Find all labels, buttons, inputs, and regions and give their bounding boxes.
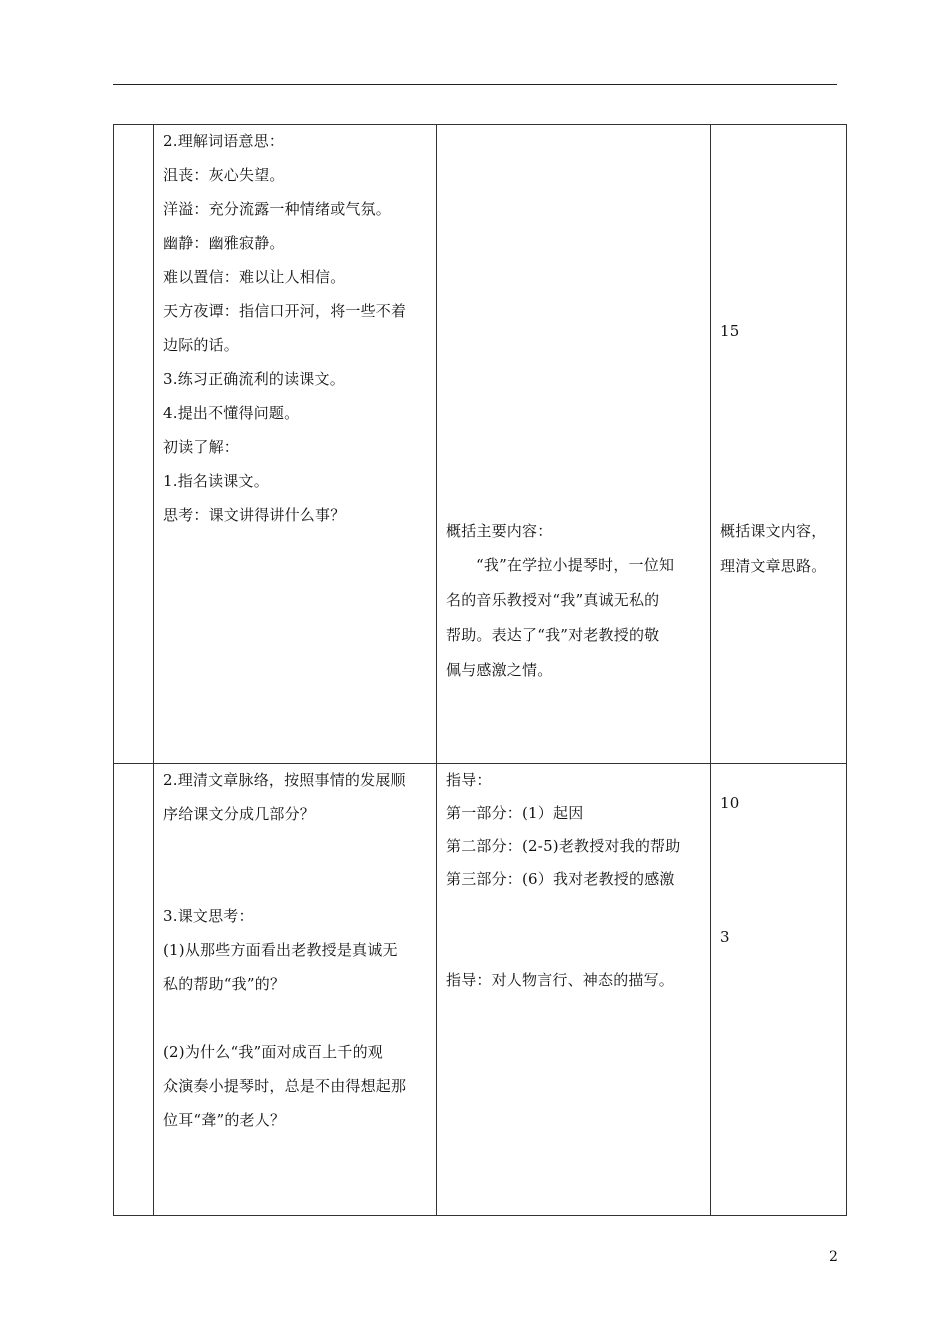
header-rule [113,84,837,85]
row1-time-intent-cell [711,125,847,764]
row2-label-cell [114,764,154,1216]
activity-line: 天方夜谭：指信口开河，将一些不着 [163,302,407,320]
guide-line: “我”在学拉小提琴时，一位知 [476,556,675,574]
activity-line: 边际的话。 [163,336,240,354]
activity-line: 思考：课文讲得讲什么事？ [163,506,346,524]
page-number: 2 [829,1249,838,1265]
guide-title: 概括主要内容： [446,522,553,540]
guide-line: 第一部分：(1）起因 [446,804,584,822]
lesson-plan-table [113,124,847,1216]
guide-line: 佩与感激之情。 [446,661,553,679]
table-row [114,764,847,1216]
activity-line: 沮丧：灰心失望。 [163,166,285,184]
guide-line: 名的音乐教授对“我”真诚无私的 [446,591,660,609]
row2-time-cell [711,764,847,1216]
time-minutes: 15 [720,322,740,340]
guide-line: 帮助。表达了“我”对老教授的敬 [446,626,660,644]
activity-line: 2.理解词语意思： [163,132,285,150]
time-minutes: 10 [720,794,740,812]
intent-line: 理清文章思路。 [720,557,827,575]
row2-activities-cell [154,764,437,1216]
intent-line: 概括课文内容， [720,522,827,540]
activity-line: (2)为什么“我”面对成百上千的观 [163,1043,383,1061]
activity-line: 位耳“聋”的老人？ [163,1111,286,1129]
row1-label-cell [114,125,154,764]
activity-line: 3.练习正确流利的读课文。 [163,370,345,388]
activity-line: 序给课文分成几部分？ [163,805,316,823]
table-row [114,125,847,764]
activity-line: 洋溢：充分流露一种情绪或气氛。 [163,200,392,218]
activity-line: 难以置信：难以让人相信。 [163,268,346,286]
guide-line: 第三部分：(6）我对老教授的感激 [446,870,675,888]
activity-line: 2.理清文章脉络，按照事情的发展顺 [163,771,406,789]
activity-line: 私的帮助“我”的？ [163,975,286,993]
activity-line: 3.课文思考： [163,907,254,925]
activity-line: 众演奏小提琴时，总是不由得想起那 [163,1077,407,1095]
activity-line: 4.提出不懂得问题。 [163,404,300,422]
activity-line: 1.指名读课文。 [163,472,269,490]
time-minutes: 3 [720,928,730,946]
activity-line: 幽静：幽雅寂静。 [163,234,285,252]
guide-line: 指导：对人物言行、神态的描写。 [446,971,675,989]
row1-guide-cell [437,125,711,764]
row1-activities-cell [154,125,437,764]
row2-guide-cell [437,764,711,1216]
guide-line: 指导： [446,771,492,789]
activity-line: 初读了解： [163,438,240,456]
guide-line: 第二部分：(2-5)老教授对我的帮助 [446,837,681,855]
activity-line: (1)从那些方面看出老教授是真诚无 [163,941,398,959]
